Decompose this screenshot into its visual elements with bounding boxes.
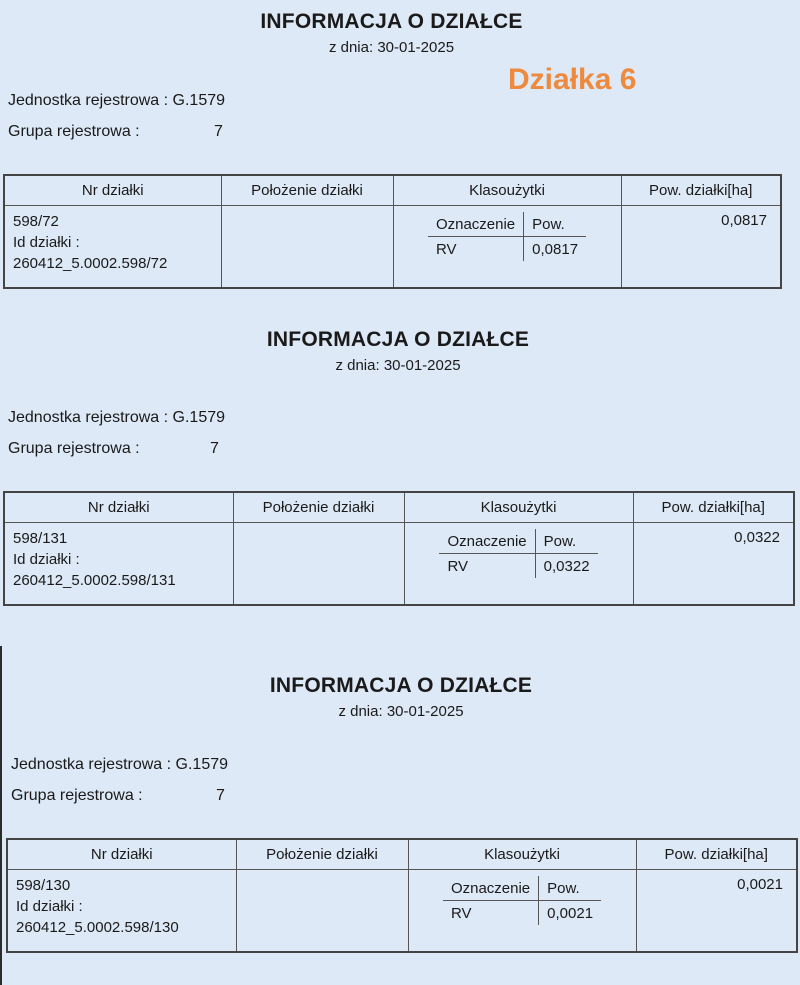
id-label: Id działki :: [13, 551, 80, 568]
jednostka-label: Jednostka rejestrowa :: [11, 756, 172, 773]
col-klaso-header: Klasoużytki: [404, 492, 633, 523]
col-nr-header: Nr działki: [4, 175, 221, 206]
jednostka-value: G.1579: [175, 756, 229, 773]
section-title: INFORMACJA O DZIAŁCE: [260, 10, 523, 33]
polozenie-cell: [233, 523, 404, 605]
sub-oznaczenie-header: Oznaczenie: [439, 529, 535, 554]
klaso-oznaczenie: RV: [439, 554, 535, 579]
polozenie-cell: [221, 206, 393, 288]
section-date: z dnia: 30-01-2025: [338, 703, 464, 720]
grupa-label: Grupa rejestrowa :: [11, 787, 143, 804]
jednostka-value: G.1579: [172, 92, 226, 109]
sub-pow-header: Pow.: [524, 212, 586, 237]
grupa-row: [8, 440, 219, 458]
section-title: INFORMACJA O DZIAŁCE: [266, 328, 530, 351]
klaso-pow: 0,0021: [547, 905, 594, 922]
sub-pow-header: Pow.: [535, 529, 597, 554]
parcel-info-section-2: [0, 322, 796, 646]
jednostka-label: Jednostka rejestrowa :: [8, 92, 169, 109]
parcel-id: 260412_5.0002.598/72: [13, 255, 168, 272]
col-nr-header: Nr działki: [7, 839, 236, 870]
grupa-value: 7: [216, 787, 225, 804]
klaso-pow: 0,0322: [543, 558, 590, 575]
col-klaso-header: Klasoużytki: [393, 175, 621, 206]
klaso-cell: [393, 206, 621, 288]
sub-pow-header: Pow.: [539, 876, 601, 901]
col-klaso-header: Klasoużytki: [408, 839, 636, 870]
grupa-row: [8, 123, 223, 141]
jednostka-row: [11, 756, 228, 774]
col-polozenie-header: Położenie działki: [233, 492, 404, 523]
parcel-table: [3, 174, 782, 289]
sub-oznaczenie-header: Oznaczenie: [428, 212, 524, 237]
parcel-info-section-1: [0, 0, 783, 322]
klaso-oznaczenie: RV: [428, 237, 524, 262]
klaso-subtable: [443, 876, 601, 925]
parcel-tag: Działka 6: [508, 63, 637, 96]
klaso-pow: 0,0817: [532, 241, 579, 258]
parcel-number: 598/131: [13, 530, 68, 547]
col-pow-header: Pow. działki[ha]: [633, 492, 794, 523]
parcel-id: 260412_5.0002.598/131: [13, 572, 176, 589]
jednostka-row: [8, 92, 225, 110]
klaso-subtable: [428, 212, 586, 261]
section-date: z dnia: 30-01-2025: [328, 39, 455, 56]
col-polozenie-header: Położenie działki: [236, 839, 408, 870]
col-polozenie-header: Położenie działki: [221, 175, 393, 206]
grupa-value: 7: [210, 440, 219, 457]
parcel-number: 598/130: [16, 877, 71, 894]
nr-cell: [4, 523, 233, 605]
nr-cell: [4, 206, 221, 288]
polozenie-cell: [236, 870, 408, 952]
grupa-row: [11, 787, 225, 805]
grupa-label: Grupa rejestrowa :: [8, 440, 140, 457]
parcel-info-section-3: [0, 646, 800, 985]
nr-cell: [7, 870, 236, 952]
klaso-subtable: [439, 529, 597, 578]
sub-oznaczenie-header: Oznaczenie: [443, 876, 539, 901]
jednostka-label: Jednostka rejestrowa :: [8, 409, 169, 426]
jednostka-value: G.1579: [172, 409, 226, 426]
pow-cell: 0,0817: [621, 206, 781, 288]
parcel-number: 598/72: [13, 213, 59, 230]
klaso-cell: [404, 523, 633, 605]
col-nr-header: Nr działki: [4, 492, 233, 523]
parcel-id: 260412_5.0002.598/130: [16, 919, 179, 936]
klaso-oznaczenie: RV: [443, 901, 539, 926]
parcel-table: [6, 838, 798, 953]
klaso-cell: [408, 870, 636, 952]
pow-cell: 0,0322: [633, 523, 794, 605]
section-title: INFORMACJA O DZIAŁCE: [269, 674, 533, 697]
pow-cell: 0,0021: [636, 870, 797, 952]
id-label: Id działki :: [16, 898, 83, 915]
grupa-label: Grupa rejestrowa :: [8, 123, 140, 140]
section-date: z dnia: 30-01-2025: [335, 357, 461, 374]
parcel-table: [3, 491, 795, 606]
col-pow-header: Pow. działki[ha]: [621, 175, 781, 206]
id-label: Id działki :: [13, 234, 80, 251]
grupa-value: 7: [214, 123, 223, 140]
col-pow-header: Pow. działki[ha]: [636, 839, 797, 870]
jednostka-row: [8, 409, 225, 427]
